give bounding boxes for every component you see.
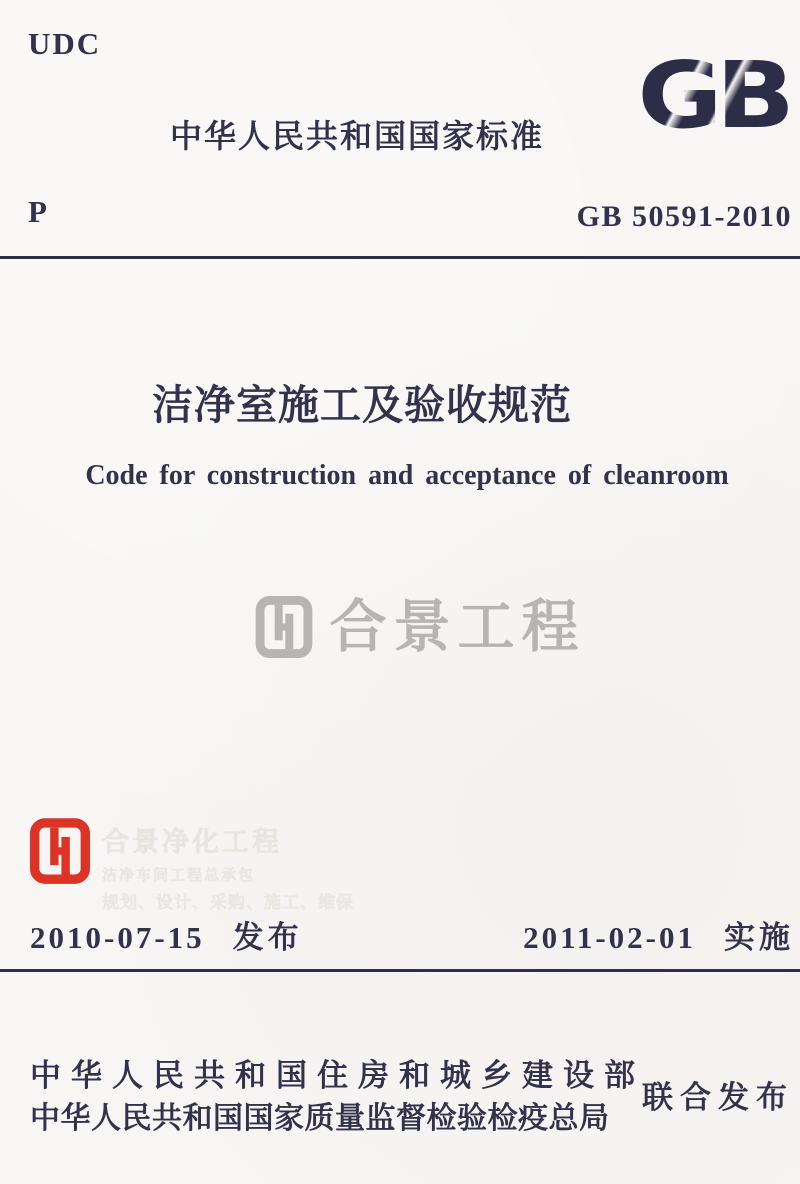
effective-date: 2011-02-01	[523, 920, 696, 955]
hejing-logo-watermark-icon	[255, 596, 313, 658]
joint-publish-label: 联合发布	[642, 1080, 794, 1115]
issue-label: 发布	[232, 920, 303, 955]
watermark-text: 合景工程	[329, 594, 586, 659]
page-title-english: Code for construction and acceptance of cleanroom	[85, 460, 729, 491]
national-standard-heading: 中华人民共和国国家标准	[170, 118, 545, 154]
issue-date-group	[30, 912, 303, 957]
dates-row	[0, 912, 800, 956]
top-divider-rule	[0, 256, 800, 259]
bottom-divider-rule	[0, 969, 800, 972]
effective-label: 实施	[724, 920, 794, 955]
watermark	[0, 596, 800, 658]
udc-label: UDC	[28, 26, 102, 61]
effective-date-group	[523, 912, 794, 957]
gb-logo-text: GB	[637, 41, 788, 149]
standard-number: GB 50591-2010	[576, 200, 792, 233]
issue-date: 2010-07-15	[30, 920, 205, 955]
company-logo-block	[30, 818, 354, 913]
company-tagline-2: 规划、设计、采购、施工、维保	[102, 893, 354, 912]
gb-standard-logo	[618, 41, 788, 149]
publisher-line-2: 中华人民共和国国家质量监督检验检疫总局	[30, 1102, 610, 1135]
hejing-logo-icon	[30, 818, 90, 913]
company-tagline-1: 洁净车间工程总承包	[102, 867, 256, 884]
company-name: 合景净化工程	[102, 827, 282, 857]
publisher-line-1: 中华人民共和国住房和城乡建设部	[30, 1058, 645, 1093]
classification-label: P	[28, 194, 47, 229]
page-title: 洁净室施工及验收规范	[152, 382, 572, 428]
company-text-block	[102, 818, 354, 913]
